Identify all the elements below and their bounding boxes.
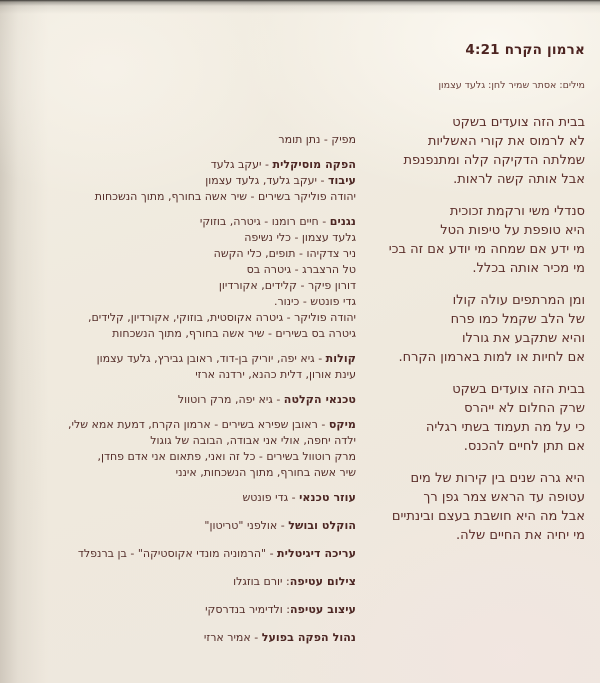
- lyric-line: שרק החלום לא ייהרס: [464, 401, 585, 416]
- credits-column: [6, 132, 356, 658]
- lyric-line: מי מכיר אותה בכלל.: [472, 261, 585, 276]
- credit-line: נהול הפקה בפועל - אמיר ארזי: [203, 631, 356, 644]
- credit-line: הפקה מוסיקלית - יעקב גלעד: [210, 158, 356, 171]
- credit-group: [6, 351, 356, 383]
- credit-role-label: טכנאי הקלטה: [283, 393, 356, 406]
- credit-line: מרק רוטוול בשירים - כל זה ואני, פתאום אני אדם פחדן,: [97, 450, 356, 463]
- credit-line: צילום עטיפה: יורם בוזגלו: [233, 575, 356, 588]
- credit-group: [6, 214, 356, 342]
- credit-line: יהודה פוליקר - גיטרה אקוסטית, בוזוקי, אקורדיון, קלידים,: [87, 311, 356, 324]
- credit-line: עריכה דיגיטלית - "הרמוניה מונדי אקוסטיקה" - בן ברנפלד: [77, 547, 356, 560]
- credit-line: עיבוד - יעקב גלעד, גלעד עצמון: [205, 174, 356, 187]
- lyric-line: והיא שתקבע את גורלו: [461, 331, 585, 346]
- credit-group: [6, 417, 356, 481]
- credit-line: עיצוב עטיפה: ולדימיר בנדרסקי: [205, 603, 356, 616]
- lyric-line: סנדלי משי ורקמת זכוכית: [449, 204, 585, 219]
- credit-role-label: עריכה דיגיטלית: [277, 547, 356, 560]
- credit-role-label: נגנים: [329, 215, 356, 228]
- credit-line: עוזר טכנאי - גדי פונטש: [242, 491, 356, 504]
- credit-group: [6, 132, 356, 148]
- credit-role-label: קולות: [325, 352, 356, 365]
- credit-role-label: עיבוד: [327, 174, 356, 187]
- song-title-text: ארמון הקרח: [504, 42, 585, 58]
- lyric-line: לא לרמוס את קורי האשליות: [427, 134, 585, 149]
- credit-line: גלעד עצמון - כלי נשיפה: [244, 231, 356, 244]
- credit-line: גדי פונטש - כינור.: [273, 295, 356, 308]
- lyric-line: כי על מה תעמוד בשתי רגליה: [425, 420, 585, 435]
- lyric-line: מי ידע אם שמחה מי יודע אם זה בכי: [388, 242, 585, 257]
- credit-line: עינת אורון, דלית כהנא, ירדנה ארזי: [195, 368, 356, 381]
- credit-line: יהודה פוליקר בשירים - שיר אשה בחורף, מתוך הנשכחות: [94, 190, 356, 203]
- lyric-line: אם לחיות או למות בארמון הקרח.: [398, 350, 585, 365]
- credit-role-label: הוקלט ובושל: [288, 519, 356, 532]
- lyric-line: היא גרה שנים בין קירות של מים: [410, 471, 585, 486]
- credit-role-label: הפקה מוסיקלית: [272, 158, 356, 171]
- credit-group: [6, 630, 356, 646]
- credit-role-label: עוזר טכנאי: [299, 491, 356, 504]
- lyric-line: שמלתה הדקיקה קלה ומתנפנפת: [403, 153, 585, 168]
- lyric-line: אבל אותה קשה לראות.: [453, 172, 585, 187]
- lyric-line: בבית הזה צועדים בשקט: [452, 382, 585, 397]
- credit-line: מיקס - ראובן שפירא בשירים - ארמון הקרח, דמעת אמא שלי,: [68, 418, 356, 431]
- credit-line: קולות - גיא יפה, יוריק בן-דוד, ראובן גבירץ, גלעד עצמון: [96, 352, 356, 365]
- credit-line: ניר צדקיהו - תופים, כלי הקשה: [213, 247, 356, 260]
- lyric-line: אם תתן לחיים להכנס.: [463, 439, 585, 454]
- lyric-line: היא טופפת על טיפות הטל: [440, 223, 585, 238]
- song-duration: 4:21: [465, 42, 500, 58]
- lyric-line: מי יחיה את החיים שלה.: [456, 528, 585, 543]
- credit-line: ילדה יחפה, אולי אני אבודה, הבובה של גוגול: [150, 434, 356, 447]
- credit-line: מפיק - נתן תומר: [278, 133, 356, 146]
- credit-line: הוקלט ובושל - אולפני "טריטון": [204, 519, 356, 532]
- credit-line: שיר אשה בחורף, מתוך הנשכחות, אינני: [175, 466, 356, 479]
- credit-group: [6, 392, 356, 408]
- credit-line: גיטרה בס בשירים - שיר אשה בחורף, מתוך הנשכחות: [112, 327, 356, 340]
- credit-group: [6, 157, 356, 205]
- credit-group: [6, 518, 356, 534]
- lyric-line: של הלב שקמל כמו פרח: [450, 312, 585, 327]
- credit-role-label: צילום עטיפה: [289, 575, 356, 588]
- credit-role-label: נהול הפקה בפועל: [261, 631, 356, 644]
- lyric-line: אבל מה היא חושבת בעצם ובינתיים: [391, 509, 585, 524]
- credit-line: דורון פיקר - קלידים, אקורדיון: [218, 279, 356, 292]
- credit-group: [6, 490, 356, 506]
- credit-group: [6, 574, 356, 590]
- credit-group: [6, 546, 356, 562]
- credit-line: נגנים - חיים רומנו - גיטרה, בוזוקי: [199, 215, 356, 228]
- credit-role-label: עיצוב עטיפה: [290, 603, 356, 616]
- song-writer-credits: מילים: אסתר שמיר לחן: גלעד עצמון: [438, 80, 585, 91]
- credit-line: טכנאי הקלטה - גיא יפה, מרק רוטוול: [177, 393, 356, 406]
- credit-group: [6, 602, 356, 618]
- credit-line: טל הרצברג - גיטרה בס: [246, 263, 356, 276]
- song-title: [305, 42, 585, 58]
- lyric-line: בבית הזה צועדים בשקט: [452, 115, 585, 130]
- lyric-line: עטופה עד הראש צמר גפן רך: [423, 490, 585, 505]
- lyric-line: ומן המרתפים עולה קולו: [452, 293, 585, 308]
- credit-role-label: מיקס: [328, 418, 356, 431]
